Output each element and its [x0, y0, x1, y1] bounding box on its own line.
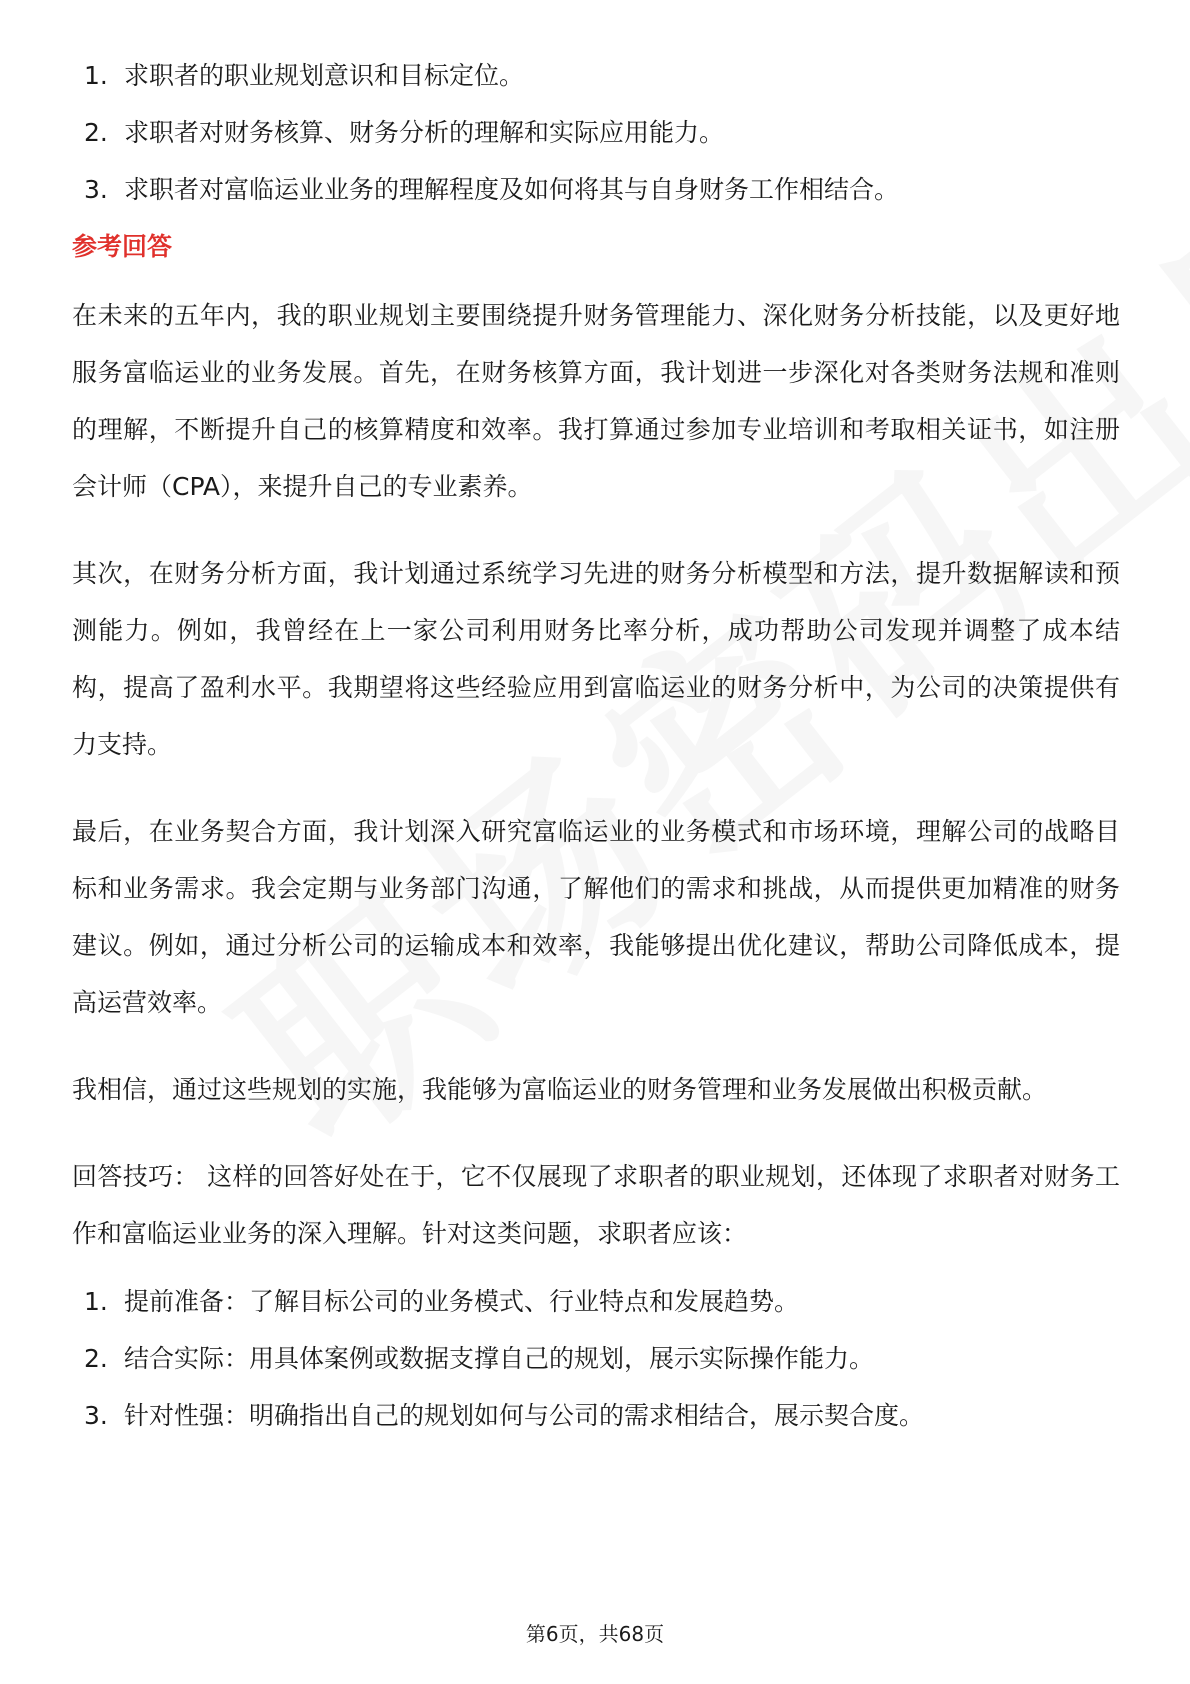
- list-text: 提前准备：了解目标公司的业务模式、行业特点和发展趋势。: [124, 1287, 800, 1316]
- section-title: 参考回答: [72, 232, 173, 261]
- list-number: 2.: [84, 118, 108, 147]
- list-text: 针对性强：明确指出自己的规划如何与公司的需求相结合，展示契合度。: [124, 1401, 925, 1430]
- list-number: 1.: [84, 61, 108, 90]
- list-text: 结合实际：用具体案例或数据支撑自己的规划，展示实际操作能力。: [124, 1344, 875, 1373]
- list-text: 求职者对财务核算、财务分析的理解和实际应用能力。: [124, 118, 725, 147]
- list-text: 求职者的职业规划意识和目标定位。: [124, 61, 525, 90]
- list-item: [72, 1284, 1120, 1320]
- list-item: [72, 1341, 1120, 1377]
- list-item: [72, 1398, 1120, 1434]
- list-number: 3.: [84, 1401, 108, 1430]
- tips-intro-paragraph: 回答技巧： 这样的回答好处在于，它不仅展现了求职者的职业规划，还体现了求职者对财务工作和富临运业业务的深入理解。针对这类问题，求职者应该：: [72, 1162, 1120, 1248]
- list-text: 求职者对富临运业业务的理解程度及如何将其与自身财务工作相结合。: [124, 175, 900, 204]
- answer-paragraph: 最后，在业务契合方面，我计划深入研究富临运业的业务模式和市场环境，理解公司的战略目标和业务需求。我会定期与业务部门沟通，了解他们的需求和挑战，从而提供更加精准的财务建议。例如，通过分析公司的运输成本和效率，我能够提出优化建议，帮助公司降低成本，提高运营效率。: [72, 817, 1120, 1017]
- list-number: 3.: [84, 175, 108, 204]
- answer-paragraph: 我相信，通过这些规划的实施，我能够为富临运业的财务管理和业务发展做出积极贡献。: [72, 1075, 1048, 1104]
- list-item: [72, 115, 1120, 151]
- tips-list: [72, 1284, 1120, 1434]
- evaluation-points-list: [72, 58, 1120, 208]
- list-item: [72, 58, 1120, 94]
- list-item: [72, 172, 1120, 208]
- list-number: 2.: [84, 1344, 108, 1373]
- list-number: 1.: [84, 1287, 108, 1316]
- answer-paragraph: 在未来的五年内，我的职业规划主要围绕提升财务管理能力、深化财务分析技能，以及更好地服务富临运业的业务发展。首先，在财务核算方面，我计划进一步深化对各类财务法规和准则的理解，不断提升自己的核算精度和效率。我打算通过参加专业培训和考取相关证书，如注册会计师（CPA），来提升自己的专业素养。: [72, 301, 1120, 501]
- answer-paragraph: 其次，在财务分析方面，我计划通过系统学习先进的财务分析模型和方法，提升数据解读和预测能力。例如，我曾经在上一家公司利用财务比率分析，成功帮助公司发现并调整了成本结构，提高了盈利水平。我期望将这些经验应用到富临运业的财务分析中，为公司的决策提供有力支持。: [72, 559, 1120, 759]
- page-number-footer: 第6页，共68页: [525, 1622, 665, 1646]
- page-content: [72, 58, 1120, 1455]
